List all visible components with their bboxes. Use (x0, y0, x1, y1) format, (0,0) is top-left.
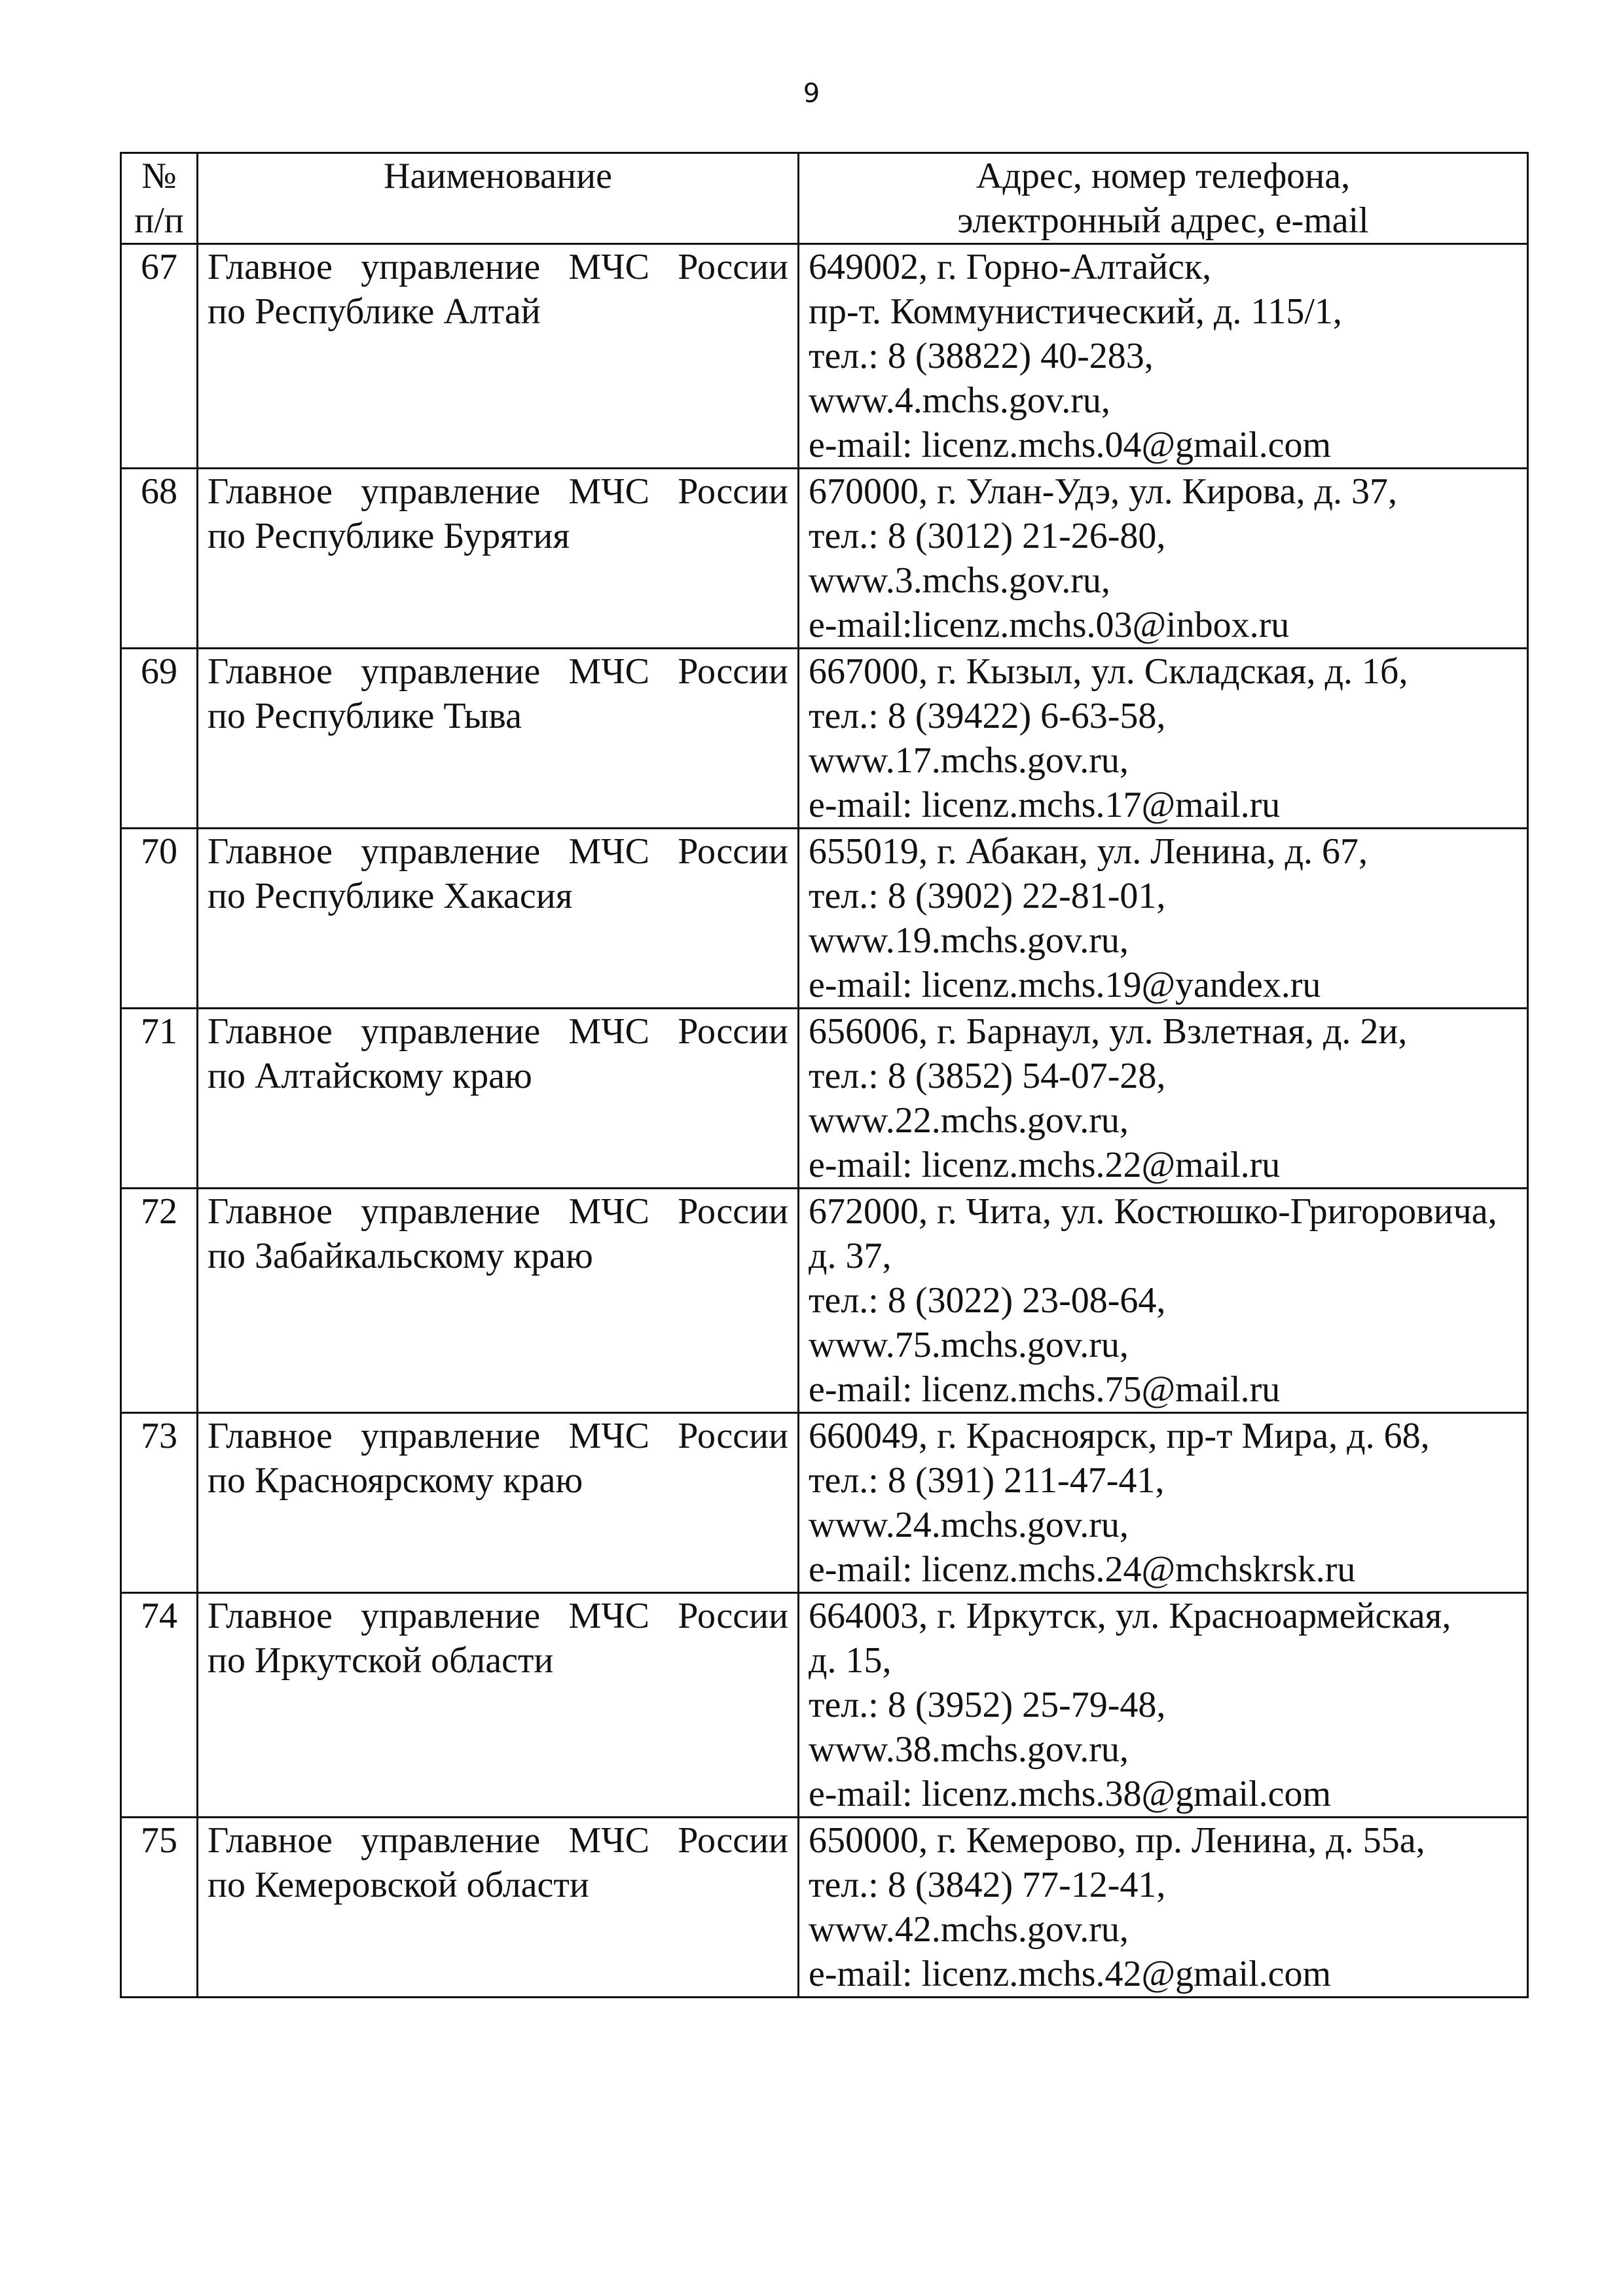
row-number-cell: 75 (121, 1818, 198, 1998)
row-address-line: www.4.mchs.gov.ru, (809, 380, 1110, 421)
table-header-row (121, 153, 1528, 244)
row-name-cell (198, 1189, 799, 1413)
row-name-cell (198, 1593, 799, 1818)
row-address-line: тел.: 8 (38822) 40-283, (809, 336, 1154, 376)
row-number-cell: 73 (121, 1413, 198, 1593)
row-name-line: по Забайкальскому краю (208, 1236, 593, 1276)
row-address-line: 664003, г. Иркутск, ул. Красноармейская, (809, 1596, 1451, 1636)
row-address-line: e-mail:licenz.mchs.03@inbox.ru (809, 605, 1290, 645)
row-name-line: по Республике Тыва (208, 696, 522, 736)
row-address-cell (799, 1009, 1528, 1189)
table-row (121, 829, 1528, 1009)
row-address-line: www.3.mchs.gov.ru, (809, 560, 1110, 601)
table-row (121, 1009, 1528, 1189)
row-name-line: по Кемеровской области (208, 1865, 589, 1905)
row-number-cell: 69 (121, 649, 198, 829)
row-number-cell: 70 (121, 829, 198, 1009)
row-address-line: www.17.mchs.gov.ru, (809, 740, 1129, 781)
row-address-cell (799, 829, 1528, 1009)
row-name-line: по Республике Алтай (208, 291, 541, 332)
row-address-line: 667000, г. Кызыл, ул. Складская, д. 1б, (809, 651, 1408, 692)
row-address-line: 670000, г. Улан-Удэ, ул. Кирова, д. 37, (809, 471, 1397, 512)
table-row (121, 469, 1528, 649)
row-address-line: www.42.mchs.gov.ru, (809, 1909, 1129, 1950)
row-address-line: e-mail: licenz.mchs.04@gmail.com (809, 425, 1331, 465)
row-address-line: e-mail: licenz.mchs.75@mail.ru (809, 1369, 1281, 1410)
row-address-line: www.75.mchs.gov.ru, (809, 1325, 1129, 1365)
row-address-line: 650000, г. Кемерово, пр. Ленина, д. 55а, (809, 1820, 1425, 1861)
header-name-cell (198, 153, 799, 244)
row-address-cell (799, 1818, 1528, 1998)
row-address-line: e-mail: licenz.mchs.24@mchskrsk.ru (809, 1549, 1356, 1590)
row-name-cell (198, 1009, 799, 1189)
row-name-line: по Красноярскому краю (208, 1460, 583, 1501)
row-address-line: пр-т. Коммунистический, д. 115/1, (809, 291, 1342, 332)
row-number-cell: 68 (121, 469, 198, 649)
header-num-cell (121, 153, 198, 244)
row-name-line: Главное управление МЧС России (208, 1416, 788, 1456)
row-name-line: Главное управление МЧС России (208, 247, 788, 287)
row-address-line: 649002, г. Горно-Алтайск, (809, 247, 1212, 287)
row-number-cell: 72 (121, 1189, 198, 1413)
row-address-line: 655019, г. Абакан, ул. Ленина, д. 67, (809, 831, 1368, 872)
row-number-cell: 74 (121, 1593, 198, 1818)
row-address-line: e-mail: licenz.mchs.22@mail.ru (809, 1145, 1281, 1185)
header-addr-line: Адрес, номер телефона, (976, 156, 1351, 196)
row-address-cell (799, 1413, 1528, 1593)
table-row (121, 1593, 1528, 1818)
row-address-line: www.19.mchs.gov.ru, (809, 920, 1129, 961)
row-name-line: Главное управление МЧС России (208, 1011, 788, 1052)
row-address-line: e-mail: licenz.mchs.19@yandex.ru (809, 965, 1321, 1005)
row-name-line: по Республике Хакасия (208, 876, 573, 916)
row-address-line: тел.: 8 (3952) 25-79-48, (809, 1685, 1166, 1725)
row-name-cell (198, 829, 799, 1009)
registry-table (120, 152, 1529, 1998)
row-address-cell (799, 1593, 1528, 1818)
row-name-cell (198, 1818, 799, 1998)
row-address-line: e-mail: licenz.mchs.38@gmail.com (809, 1774, 1331, 1814)
row-address-cell (799, 1189, 1528, 1413)
row-address-line: тел.: 8 (3842) 77-12-41, (809, 1865, 1166, 1905)
row-address-cell (799, 469, 1528, 649)
row-name-line: по Иркутской области (208, 1640, 554, 1681)
row-address-line: тел.: 8 (3012) 21-26-80, (809, 516, 1166, 556)
row-address-cell (799, 649, 1528, 829)
row-address-line: www.38.mchs.gov.ru, (809, 1729, 1129, 1770)
header-name-label: Наименование (384, 156, 612, 196)
row-name-line: Главное управление МЧС России (208, 651, 788, 692)
row-name-line: Главное управление МЧС России (208, 1596, 788, 1636)
row-number-cell: 71 (121, 1009, 198, 1189)
row-address-line: 672000, г. Чита, ул. Костюшко-Григоровича, (809, 1191, 1497, 1232)
header-addr-line: электронный адрес, e-mail (957, 200, 1369, 241)
page-number: 9 (803, 79, 820, 109)
table-row (121, 1413, 1528, 1593)
table-row (121, 244, 1528, 469)
row-address-line: тел.: 8 (391) 211-47-41, (809, 1460, 1165, 1501)
row-address-line: тел.: 8 (3902) 22-81-01, (809, 876, 1166, 916)
table-row (121, 1818, 1528, 1998)
row-address-line: 660049, г. Красноярск, пр-т Мира, д. 68, (809, 1416, 1430, 1456)
row-name-line: по Алтайскому краю (208, 1056, 532, 1096)
row-address-line: тел.: 8 (39422) 6-63-58, (809, 696, 1166, 736)
row-address-line: e-mail: licenz.mchs.42@gmail.com (809, 1954, 1331, 1994)
header-num-line: п/п (134, 200, 184, 241)
row-address-line: e-mail: licenz.mchs.17@mail.ru (809, 785, 1281, 825)
table-row (121, 1189, 1528, 1413)
row-name-line: Главное управление МЧС России (208, 1191, 788, 1232)
row-number-cell: 67 (121, 244, 198, 469)
row-name-line: Главное управление МЧС России (208, 831, 788, 872)
row-name-cell (198, 244, 799, 469)
row-name-cell (198, 1413, 799, 1593)
header-num-line: № (141, 156, 177, 196)
row-address-line: 656006, г. Барнаул, ул. Взлетная, д. 2и, (809, 1011, 1408, 1052)
row-address-line: www.22.mchs.gov.ru, (809, 1100, 1129, 1141)
table-row (121, 649, 1528, 829)
row-name-line: Главное управление МЧС России (208, 471, 788, 512)
row-name-cell (198, 649, 799, 829)
header-addr-cell (799, 153, 1528, 244)
row-address-line: д. 37, (809, 1236, 892, 1276)
row-address-line: тел.: 8 (3852) 54-07-28, (809, 1056, 1166, 1096)
row-name-line: по Республике Бурятия (208, 516, 570, 556)
table-body (121, 244, 1528, 1998)
row-address-line: www.24.mchs.gov.ru, (809, 1505, 1129, 1545)
row-name-cell (198, 469, 799, 649)
row-address-cell (799, 244, 1528, 469)
row-name-line: Главное управление МЧС России (208, 1820, 788, 1861)
row-address-line: тел.: 8 (3022) 23-08-64, (809, 1280, 1166, 1321)
row-address-line: д. 15, (809, 1640, 892, 1681)
